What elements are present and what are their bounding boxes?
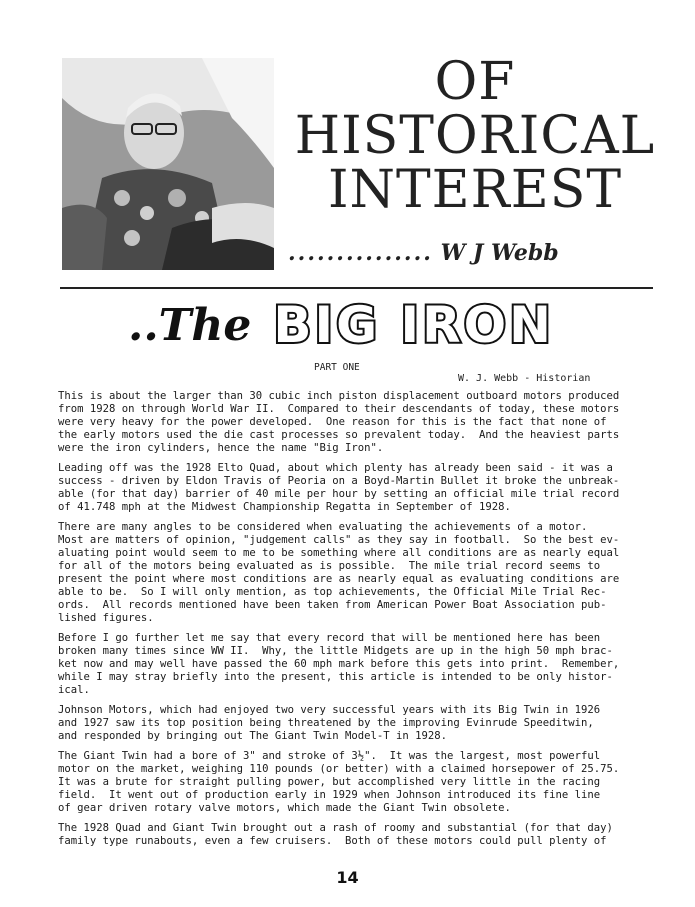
body-line: It was a brute for straight pulling power, but accomplished very little in the racing: [58, 775, 601, 788]
part-label: PART ONE: [314, 362, 360, 373]
body-line: The Giant Twin had a bore of 3" and stroke of 3½". It was the largest, most powerful: [58, 750, 601, 763]
body-line: ords. All records mentioned have been taken from American Power Boat Association pub-: [58, 598, 607, 611]
body-line: present the point where most conditions are as nearly equal as evaluating conditions are: [58, 572, 620, 585]
body-line: able to be. So I will only mention, as top achievements, the Official Mile Trial Rec-: [58, 585, 607, 598]
headline-main: BIG IRON: [273, 296, 554, 354]
page-number: 14: [336, 868, 359, 887]
body-paragraph: [58, 521, 663, 624]
body-line: broken many times since WW II. Why, the little Midgets are up in the high 50 mph brac-: [58, 644, 613, 657]
article-headline: [128, 295, 598, 355]
title-line-3: INTEREST: [327, 160, 623, 220]
article-body: [58, 390, 663, 856]
body-line: and 1927 saw its top position being threatened by the improving Evinrude Speeditwin,: [58, 716, 594, 729]
body-line: success - driven by Eldon Travis of Peoria on a Boyd-Martin Bullet it broke the unbreak-: [58, 474, 620, 487]
body-line: motor on the market, weighing 110 pounds (or better) with a claimed horsepower of 25.75.: [58, 763, 620, 776]
body-paragraph: [58, 462, 663, 514]
body-line: the early motors used the die cast processes so prevalent today. And the heaviest parts: [58, 428, 620, 441]
author-credit: W. J. Webb - Historian: [458, 373, 591, 384]
body-line: aluating point would seem to me to be something where all conditions are as nearly equal: [58, 546, 620, 559]
portrait-image: [62, 58, 274, 270]
body-line: Leading off was the 1928 Elto Quad, about which plenty has already been said - it was a: [58, 462, 613, 475]
body-line: were the iron cylinders, hence the name "Big Iron".: [58, 441, 384, 454]
body-line: while I may stray briefly into the present, this article is intended to be only histor-: [58, 670, 613, 683]
body-paragraph: [58, 822, 663, 848]
title-line-2: HISTORICAL: [294, 106, 656, 166]
headline-prefix: ..The: [128, 299, 252, 351]
section-divider: [60, 287, 653, 289]
body-line: Most are matters of opinion, "judgement calls" as they say in football. So the best ev-: [58, 534, 620, 547]
author-photo: [62, 58, 274, 270]
body-line: Johnson Motors, which had enjoyed two very successful years with its Big Twin in 1926: [58, 703, 601, 716]
body-line: Before I go further let me say that every record that will be mentioned here has been: [58, 631, 601, 644]
body-line: were very heavy for the power developed. One reason for this is the fact that none of: [58, 415, 607, 428]
byline: [288, 240, 633, 266]
body-line: ical.: [58, 683, 90, 696]
body-line: This is about the larger than 30 cubic inch piston displacement outboard motors produced: [58, 390, 620, 402]
body-line: lished figures.: [58, 611, 154, 624]
body-paragraph: [58, 750, 663, 815]
body-line: ket now and may well have passed the 60 mph mark before this gets into print. Remember,: [58, 657, 620, 670]
byline-leader-dots: ...............: [288, 240, 433, 266]
title-line-1: OF: [434, 52, 516, 112]
body-paragraph: [58, 704, 663, 743]
body-line: field. It went out of production early in 1929 when Johnson introduced its fine line: [58, 788, 601, 801]
body-line: of 41.748 mph at the Midwest Championship Regatta in September of 1928.: [58, 500, 511, 513]
body-line: for all of the motors being evaluated as is possible. The mile trial record seems to: [58, 559, 601, 572]
body-line: The 1928 Quad and Giant Twin brought out a rash of roomy and substantial (for that day): [58, 822, 613, 835]
body-line: and responded by bringing out The Giant Twin Model-T in 1928.: [58, 729, 448, 742]
body-line: There are many angles to be considered when evaluating the achievements of a motor.: [58, 521, 588, 534]
column-title: [280, 52, 670, 220]
body-line: able (for that day) barrier of 40 mile per hour by setting an official mile trial record: [58, 487, 620, 500]
body-paragraph: [58, 390, 663, 455]
body-line: of gear driven rotary valve motors, which made the Giant Twin obsolete.: [58, 801, 511, 814]
byline-author: W J Webb: [440, 240, 559, 266]
body-line: from 1928 on through World War II. Compared to their descendants of today, these motors: [58, 402, 620, 415]
body-paragraph: [58, 632, 663, 697]
body-line: family type runabouts, even a few cruisers. Both of these motors could pull plenty of: [58, 835, 607, 848]
